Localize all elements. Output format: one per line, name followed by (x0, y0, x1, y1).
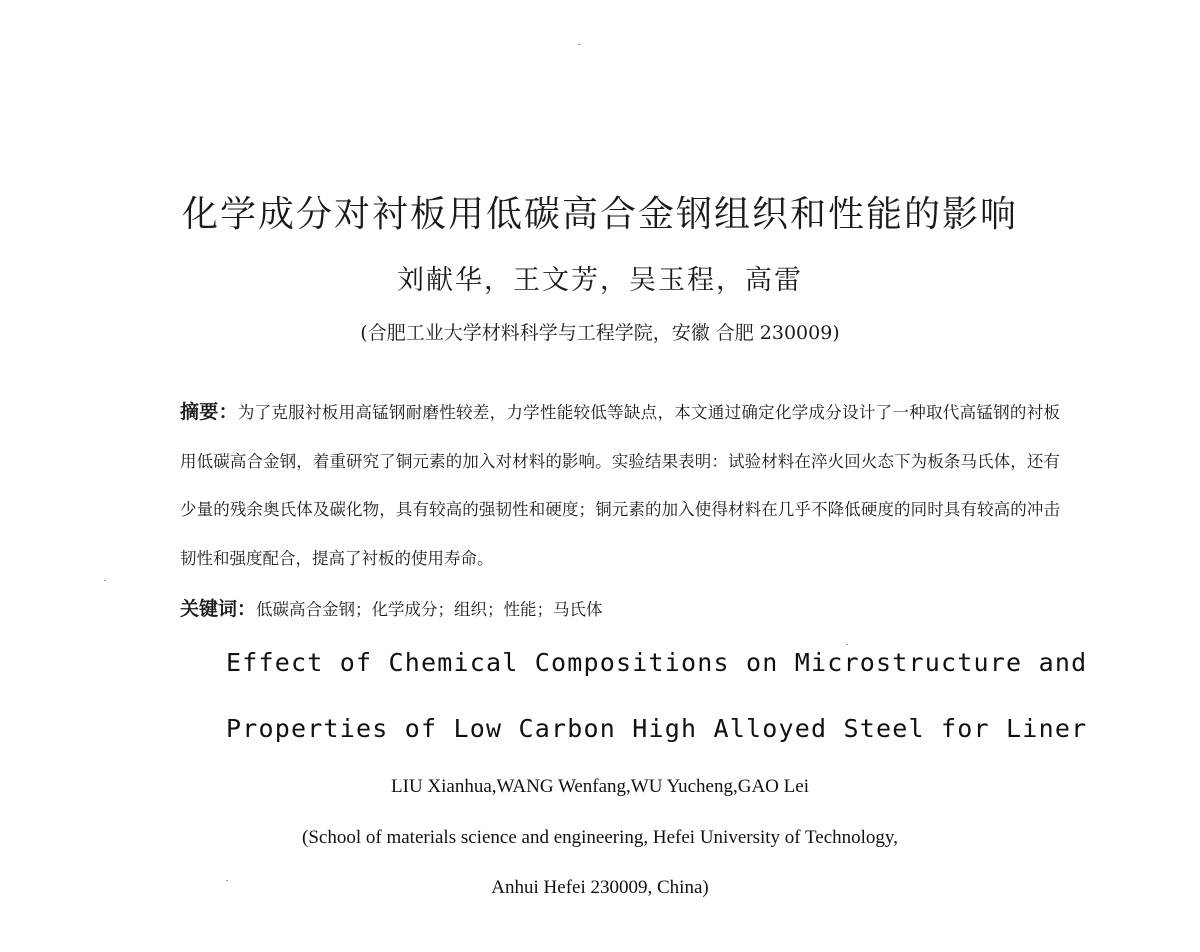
chinese-title: 化学成分对衬板用低碳高合金钢组织和性能的影响 (181, 194, 1018, 235)
chinese-keywords (180, 594, 603, 621)
english-title-line-1: Effect of Chemical Compositions on Microstructure and (226, 648, 1088, 677)
english-authors: LIU Xianhua,WANG Wenfang,WU Yucheng,GAO Lei (391, 776, 809, 797)
scan-speck (104, 580, 106, 581)
english-affiliation-line-1: (School of materials science and engineering, Hefei University of Technology, (302, 827, 898, 848)
keywords-text: 低碳高合金钢；化学成分；组织；性能；马氏体 (256, 600, 603, 619)
scan-speck (578, 44, 580, 45)
scan-speck (846, 644, 848, 645)
abstract-label: 摘要： (180, 401, 238, 423)
chinese-abstract (180, 388, 1060, 583)
keywords-label: 关键词： (180, 598, 257, 620)
abstract-text: 为了克服衬板用高锰钢耐磨性较差，力学性能较低等缺点，本文通过确定化学成分设计了一种取代高锰钢的衬板用低碳高合金钢，着重研究了铜元素的加入对材料的影响。实验结果表明：试验材料在淬火回火态下为板条马氏体，还有少量的残余奥氏体及碳化物，具有较高的强韧性和硬度；铜元素的加入使得材料在几乎不降低硬度的同时具有较高的冲击韧性和强度配合，提高了衬板的使用寿命。 (180, 403, 1060, 568)
chinese-authors: 刘献华，王文芳，吴玉程，高雷 (397, 265, 803, 296)
chinese-affiliation: (合肥工业大学材料科学与工程学院，安徽 合肥 230009) (360, 322, 840, 344)
english-title-line-2: Properties of Low Carbon High Alloyed Steel for Liner (226, 714, 1088, 743)
english-affiliation-line-2: Anhui Hefei 230009, China) (491, 877, 709, 898)
